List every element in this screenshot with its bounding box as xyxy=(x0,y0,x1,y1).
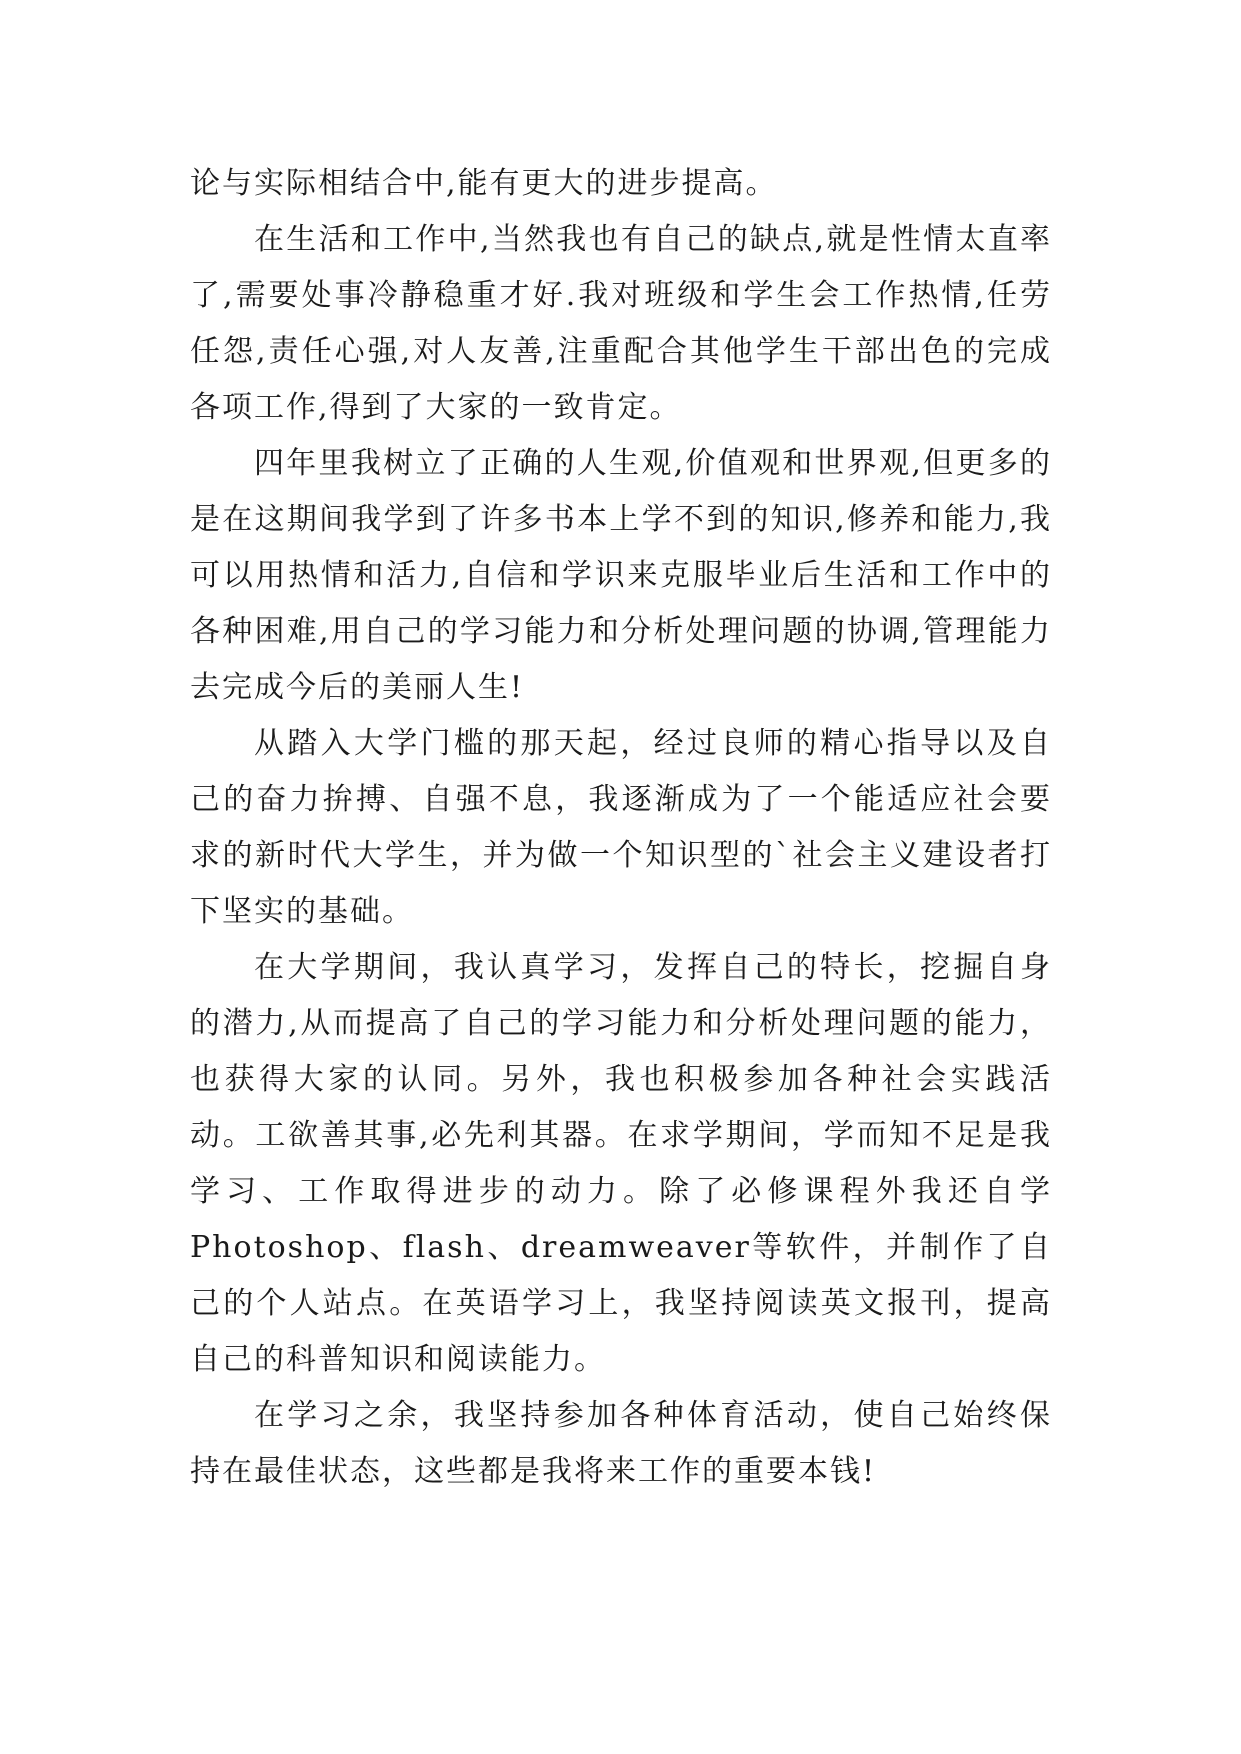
paragraph-sports: 在学习之余，我坚持参加各种体育活动，使自己始终保持在最佳状态，这些都是我将来工作的重要本钱! xyxy=(190,1398,1052,1489)
paragraph-shortcomings: 在生活和工作中,当然我也有自己的缺点,就是性情太直率了,需要处事冷静稳重才好.我对班级和学生会工作热情,任劳任怨,责任心强,对人友善,注重配合其他学生干部出色的完成各项工作,得到了大家的一致肯定。 xyxy=(190,222,1052,425)
paragraph-university-study: 在大学期间，我认真学习，发挥自己的特长，挖掘自身的潜力,从而提高了自己的学习能力和分析处理问题的能力，也获得大家的认同。另外，我也积极参加各种社会实践活动。工欲善其事,必先利其器。在求学期间，学而知不足是我学习、工作取得进步的动力。除了必修课程外我还自学Photoshop、flash、dreamweaver等软件，并制作了自己的个人站点。在英语学习上，我坚持阅读英文报刊，提高自己的科普知识和阅读能力。 xyxy=(190,950,1052,1377)
paragraph-university-entry: 从踏入大学门槛的那天起，经过良师的精心指导以及自己的奋力拚搏、自强不息，我逐渐成为了一个能适应社会要求的新时代大学生，并为做一个知识型的`社会主义建设者打下坚实的基础。 xyxy=(190,726,1052,929)
document-body xyxy=(190,156,1052,1500)
paragraph-four-years: 四年里我树立了正确的人生观,价值观和世界观,但更多的是在这期间我学到了许多书本上学不到的知识,修养和能力,我可以用热情和活力,自信和学识来克服毕业后生活和工作中的各种困难,用自己的学习能力和分析处理问题的协调,管理能力去完成今后的美丽人生! xyxy=(190,446,1052,705)
paragraph-continuation: 论与实际相结合中,能有更大的进步提高。 xyxy=(190,166,778,201)
